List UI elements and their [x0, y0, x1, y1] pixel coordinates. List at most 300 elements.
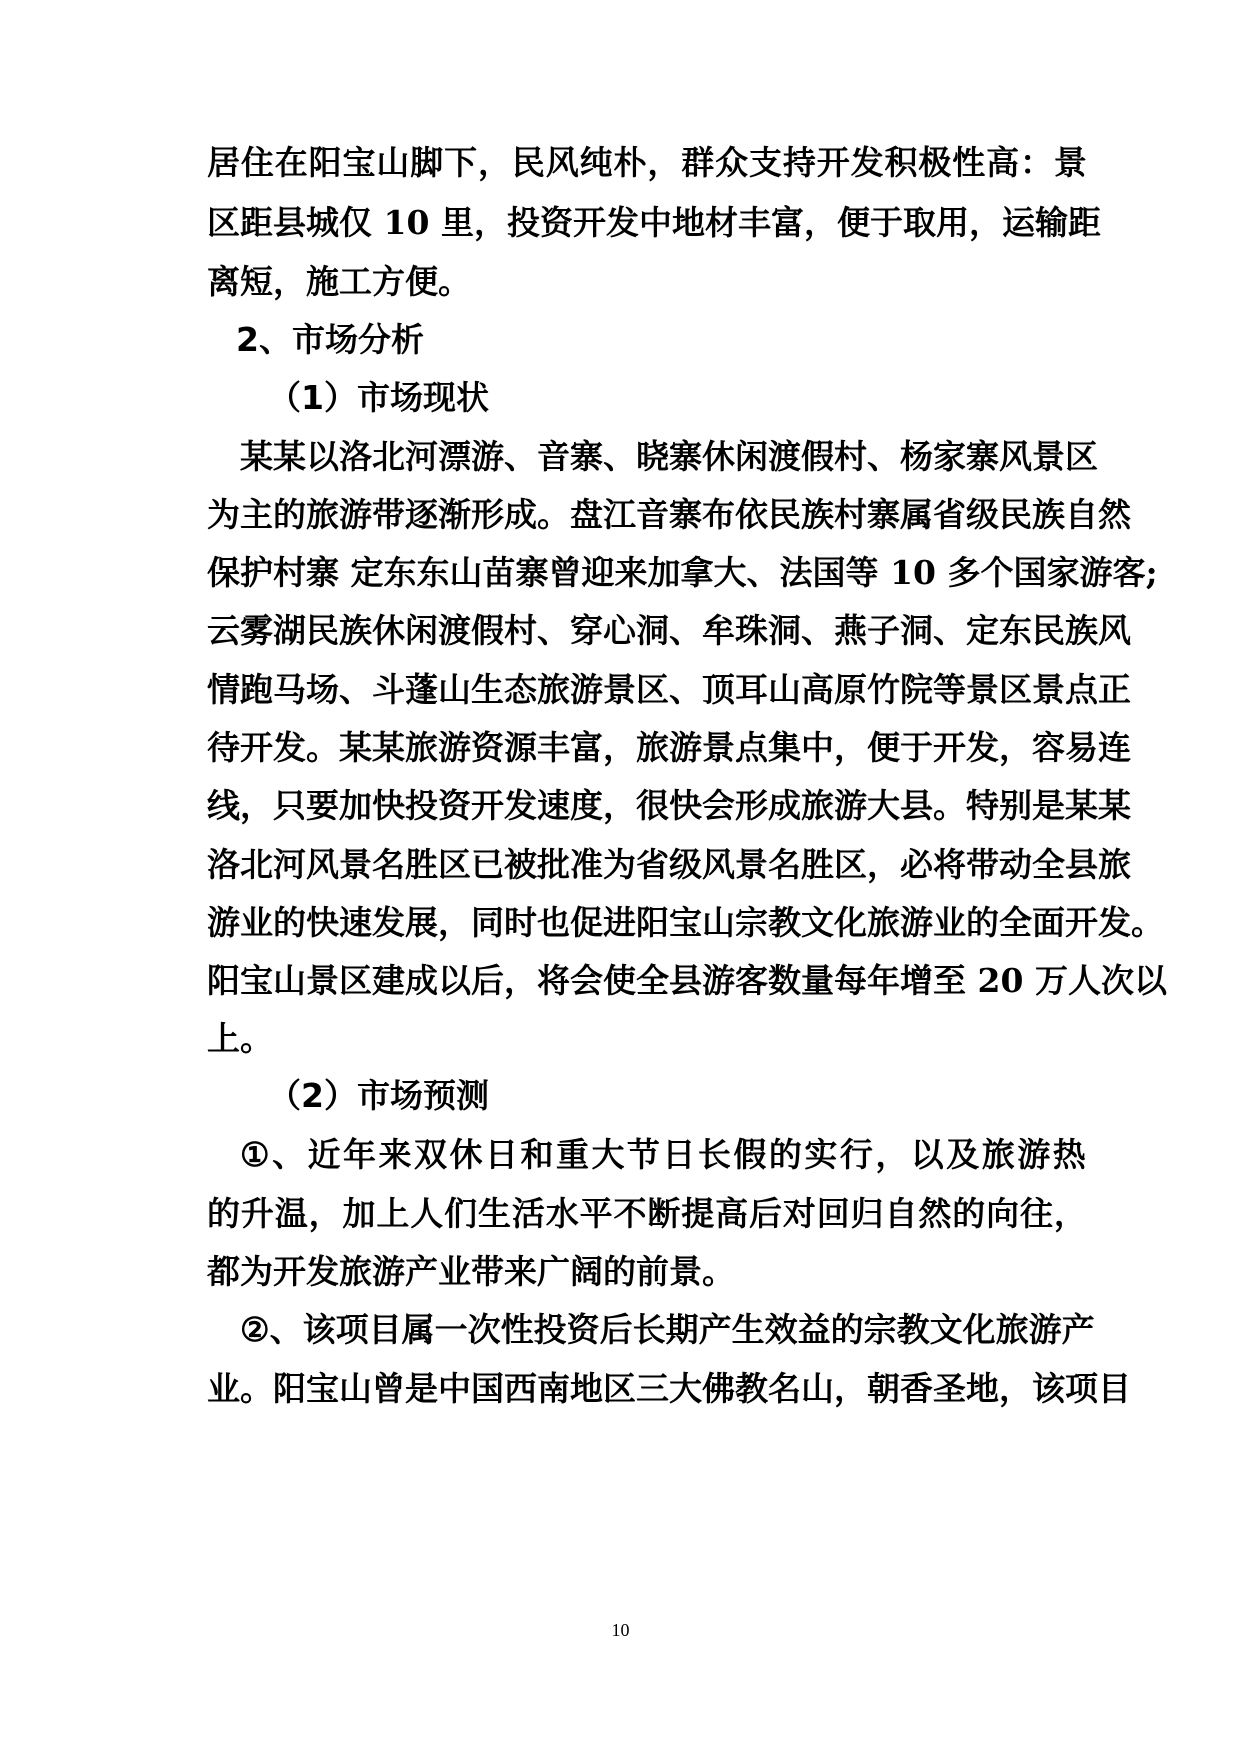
glyph: 竹	[867, 670, 900, 709]
glyph: 湖	[273, 611, 306, 650]
glyph: 成	[768, 786, 801, 825]
glyph: 只	[273, 786, 306, 825]
glyph: 主	[240, 495, 273, 534]
glyph: 子	[867, 611, 900, 650]
glyph: 度	[570, 786, 603, 825]
glyph: 江	[603, 495, 636, 534]
glyph: 渐	[438, 495, 471, 534]
glyph: 行	[839, 1135, 873, 1174]
glyph: 万	[1034, 961, 1068, 1000]
glyph: 资	[438, 786, 471, 825]
glyph: 以	[438, 961, 471, 1000]
glyph: 高	[801, 670, 834, 709]
glyph: 源	[504, 728, 537, 767]
glyph: 然	[918, 1194, 952, 1233]
glyph: 区	[636, 670, 669, 709]
glyph: 长	[632, 1310, 666, 1349]
glyph: 0	[1000, 961, 1024, 1000]
glyph: 洛	[207, 845, 240, 884]
glyph: 迎	[581, 553, 615, 592]
glyph: 护	[240, 553, 273, 592]
glyph: 们	[444, 1194, 478, 1233]
text-line	[0, 786, 1241, 826]
glyph: 将	[933, 845, 966, 884]
glyph: 开	[1065, 903, 1098, 942]
glyph: 耳	[735, 670, 768, 709]
glyph: 游	[834, 786, 867, 825]
glyph: 性	[952, 143, 986, 182]
glyph: 距	[1067, 203, 1101, 242]
glyph: 、	[269, 1310, 303, 1349]
glyph: 民	[1032, 611, 1065, 650]
glyph: 的	[952, 1194, 986, 1233]
glyph: 寨	[669, 437, 702, 476]
glyph: 自	[1065, 495, 1098, 534]
glyph: 县	[273, 203, 306, 242]
glyph: 富	[570, 728, 603, 767]
glyph: 游	[1017, 1135, 1051, 1174]
glyph: 同	[471, 903, 504, 942]
glyph: 西	[504, 1369, 537, 1408]
text-line	[0, 1194, 1241, 1234]
glyph: 增	[900, 961, 933, 1000]
glyph: 阳	[273, 1369, 306, 1408]
glyph: 成	[504, 495, 537, 534]
glyph: 是	[1032, 786, 1065, 825]
glyph: 年	[867, 961, 900, 1000]
glyph: 性	[500, 1310, 534, 1349]
glyph: 0	[406, 203, 430, 242]
glyph: 寨	[966, 437, 999, 476]
glyph: 个	[980, 553, 1014, 592]
glyph: 族	[339, 611, 372, 650]
glyph: 使	[603, 961, 636, 1000]
glyph: 法	[779, 553, 813, 592]
glyph: 蓬	[405, 670, 438, 709]
glyph: ：	[1020, 143, 1053, 182]
glyph: 文	[801, 903, 834, 942]
glyph: 待	[207, 728, 240, 767]
glyph: ，	[473, 203, 507, 242]
glyph: 后	[749, 1194, 782, 1233]
glyph: 高	[715, 1194, 749, 1233]
glyph: ，	[1053, 1194, 1087, 1233]
glyph: 村	[273, 553, 306, 592]
glyph: 名	[768, 845, 801, 884]
glyph: 、	[339, 670, 372, 709]
glyph: 雾	[240, 611, 273, 650]
glyph: 会	[570, 961, 603, 1000]
glyph: 展	[405, 903, 438, 942]
glyph: 多	[947, 553, 981, 592]
glyph: 开	[471, 786, 504, 825]
glyph: 游	[1079, 553, 1113, 592]
glyph: 及	[946, 1135, 980, 1174]
glyph: 一	[434, 1310, 468, 1349]
glyph: 形	[471, 495, 504, 534]
glyph: 加	[342, 1194, 376, 1233]
glyph: 每	[834, 961, 867, 1000]
glyph: ，	[647, 143, 681, 182]
glyph: 斗	[372, 670, 405, 709]
glyph: 进	[603, 903, 636, 942]
glyph: 苗	[482, 553, 516, 592]
glyph: 重	[555, 1135, 589, 1174]
glyph: 易	[1065, 728, 1098, 767]
glyph: 朝	[867, 1369, 900, 1408]
text-line	[0, 611, 1241, 651]
glyph: 河	[405, 437, 438, 476]
glyph: 、	[801, 611, 834, 650]
glyph: 形	[735, 786, 768, 825]
glyph: 群	[681, 143, 715, 182]
glyph: 回	[816, 1194, 850, 1233]
glyph: ，	[308, 1194, 342, 1233]
glyph: 产	[698, 1310, 732, 1349]
glyph: 要	[306, 786, 339, 825]
glyph: 于	[900, 728, 933, 767]
glyph: 旅	[537, 670, 570, 709]
glyph: 将	[537, 961, 570, 1000]
glyph: 名	[372, 845, 405, 884]
glyph: 点	[1065, 670, 1098, 709]
glyph: 宝	[342, 143, 376, 182]
glyph: 盘	[570, 495, 603, 534]
glyph: 晓	[636, 437, 669, 476]
glyph: 级	[669, 845, 702, 884]
glyph: 洛	[339, 437, 372, 476]
glyph: 渡	[438, 611, 471, 650]
glyph: ，	[834, 1369, 867, 1408]
glyph: 很	[636, 786, 669, 825]
text-line	[0, 553, 1241, 593]
glyph: 地	[966, 1369, 999, 1408]
justified-text	[207, 203, 1101, 243]
glyph: 集	[768, 728, 801, 767]
glyph: 时	[504, 903, 537, 942]
glyph: 发	[605, 203, 639, 242]
glyph: 业	[207, 1369, 240, 1408]
glyph: 香	[900, 1369, 933, 1408]
glyph: 原	[834, 670, 867, 709]
glyph: 的	[273, 495, 306, 534]
subsection-heading: （2）市场预测	[268, 1076, 489, 1115]
glyph: 带	[966, 845, 999, 884]
glyph: 不	[613, 1194, 647, 1233]
glyph: 会	[702, 786, 735, 825]
glyph: 。	[1131, 903, 1164, 942]
section-heading: 2、市场分析	[236, 320, 424, 359]
glyph: 省	[636, 845, 669, 884]
glyph: 和	[520, 1135, 554, 1174]
glyph: 开	[572, 203, 606, 242]
glyph: 景	[735, 845, 768, 884]
glyph: 游	[669, 728, 702, 767]
glyph: 等	[845, 553, 879, 592]
glyph: 该	[302, 1310, 336, 1349]
glyph: 宝	[306, 1369, 339, 1408]
glyph: 县	[1065, 845, 1098, 884]
glyph	[879, 553, 891, 593]
glyph: 期	[665, 1310, 699, 1349]
glyph: 以	[910, 1135, 944, 1174]
glyph: 民	[999, 495, 1032, 534]
glyph: 、	[746, 553, 780, 592]
glyph: 宝	[669, 903, 702, 942]
glyph: 次	[1100, 961, 1134, 1000]
glyph: 中	[801, 728, 834, 767]
text-line: 上。	[207, 1019, 273, 1058]
glyph: 后	[599, 1310, 633, 1349]
glyph: 游	[339, 495, 372, 534]
justified-text	[207, 1194, 1087, 1234]
glyph: 用	[935, 203, 969, 242]
glyph: 上	[376, 1194, 410, 1233]
glyph: 胜	[405, 845, 438, 884]
glyph	[429, 203, 441, 243]
glyph: 假	[801, 437, 834, 476]
glyph: 珠	[735, 611, 768, 650]
glyph: 景	[1032, 670, 1065, 709]
glyph: 某	[273, 437, 306, 476]
glyph	[372, 203, 384, 243]
glyph: 情	[207, 670, 240, 709]
glyph: 休	[702, 437, 735, 476]
glyph: 带	[372, 495, 405, 534]
justified-text	[207, 786, 1131, 826]
glyph: 村	[504, 611, 537, 650]
justified-text	[207, 670, 1131, 710]
glyph: 心	[603, 611, 636, 650]
glyph: 漂	[438, 437, 471, 476]
glyph: 寨	[570, 437, 603, 476]
glyph: 0	[912, 553, 936, 592]
glyph: 寨	[515, 553, 549, 592]
glyph: 景	[603, 670, 636, 709]
glyph: 开	[816, 143, 850, 182]
glyph: 文	[929, 1310, 963, 1349]
glyph: 教	[768, 903, 801, 942]
glyph: 断	[647, 1194, 681, 1233]
glyph: 、	[933, 611, 966, 650]
glyph: 提	[681, 1194, 715, 1233]
glyph: 全	[999, 903, 1032, 942]
justified-text	[207, 611, 1131, 651]
glyph: 长	[697, 1135, 731, 1174]
glyph: 至	[933, 961, 966, 1000]
glyph: 取	[902, 203, 936, 242]
glyph: 宗	[863, 1310, 897, 1349]
glyph: 阳	[207, 961, 240, 1000]
glyph: 支	[749, 143, 782, 182]
glyph: 成	[405, 961, 438, 1000]
glyph: 区	[834, 845, 867, 884]
glyph: 被	[504, 845, 537, 884]
glyph: 的	[966, 903, 999, 942]
glyph: 批	[537, 845, 570, 884]
glyph: 大	[591, 1135, 625, 1174]
glyph: 往	[1020, 1194, 1053, 1233]
page-number: 10	[611, 1620, 630, 1640]
glyph: 景	[702, 728, 735, 767]
glyph: 持	[782, 143, 816, 182]
glyph: 发	[273, 728, 306, 767]
text-line: 都为开发旅游产业带来广阔的前景。	[207, 1252, 735, 1291]
glyph: 等	[933, 670, 966, 709]
glyph: 产	[1061, 1310, 1095, 1349]
glyph: 山	[438, 670, 471, 709]
glyph: 布	[702, 495, 735, 534]
glyph: 促	[570, 903, 603, 942]
glyph: ，	[834, 728, 867, 767]
glyph: 国	[1013, 553, 1047, 592]
glyph: 东	[999, 611, 1032, 650]
glyph: 山	[702, 903, 735, 942]
glyph: 民	[306, 611, 339, 650]
glyph: 、	[504, 437, 537, 476]
glyph: 的	[207, 1194, 240, 1233]
glyph: 旅	[306, 495, 339, 534]
glyph: 游	[570, 670, 603, 709]
glyph: 宗	[735, 903, 768, 942]
glyph: 点	[735, 728, 768, 767]
glyph: 业	[240, 903, 273, 942]
glyph: 院	[900, 670, 933, 709]
glyph: 距	[240, 203, 273, 242]
glyph: 风	[702, 845, 735, 884]
glyph: ②	[240, 1310, 270, 1349]
glyph: 2	[977, 961, 1001, 1000]
glyph: ，	[240, 786, 273, 825]
glyph: 实	[804, 1135, 838, 1174]
glyph: 的	[273, 903, 306, 942]
glyph: 纯	[579, 143, 613, 182]
glyph: 某	[1065, 786, 1098, 825]
glyph: 加	[647, 553, 681, 592]
glyph: 投	[405, 786, 438, 825]
glyph: 建	[372, 961, 405, 1000]
glyph: 村	[834, 495, 867, 534]
glyph: ，	[504, 961, 537, 1000]
glyph: 速	[537, 786, 570, 825]
glyph: 效	[764, 1310, 798, 1349]
glyph: 区	[603, 1369, 636, 1408]
glyph: 山	[273, 961, 306, 1000]
glyph: 村	[834, 437, 867, 476]
glyph: 、	[867, 437, 900, 476]
text-line	[0, 1369, 1241, 1409]
glyph: 特	[966, 786, 999, 825]
text-line	[0, 903, 1241, 943]
glyph: 东	[416, 553, 450, 592]
glyph: 资	[539, 203, 573, 242]
glyph: 众	[715, 143, 749, 182]
text-line	[0, 495, 1241, 535]
glyph: 游	[207, 903, 240, 942]
glyph: 北	[372, 437, 405, 476]
glyph: 南	[537, 1369, 570, 1408]
glyph: 水	[545, 1194, 579, 1233]
glyph: 温	[274, 1194, 308, 1233]
glyph: 跑	[240, 670, 273, 709]
glyph: 族	[1065, 611, 1098, 650]
glyph: 闲	[735, 437, 768, 476]
glyph: 、	[272, 1135, 306, 1174]
glyph: 客	[1112, 553, 1146, 592]
text-line	[0, 845, 1241, 885]
glyph: 游	[702, 961, 735, 1000]
glyph: 中	[438, 1369, 471, 1408]
glyph: 民	[768, 495, 801, 534]
glyph: 热	[1052, 1135, 1086, 1174]
glyph: 数	[768, 961, 801, 1000]
glyph: 节	[626, 1135, 660, 1174]
glyph: 后	[471, 961, 504, 1000]
glyph: 胜	[801, 845, 834, 884]
justified-text	[240, 1310, 1095, 1350]
glyph: 洞	[900, 611, 933, 650]
glyph: 大	[867, 786, 900, 825]
glyph	[1023, 961, 1035, 1001]
glyph: 旅	[1098, 845, 1131, 884]
glyph: 教	[896, 1310, 930, 1349]
glyph: ;	[1145, 553, 1158, 592]
glyph	[966, 961, 978, 1001]
subsection-heading: （1）市场现状	[268, 378, 489, 417]
justified-text	[207, 728, 1131, 768]
glyph: 旅	[636, 728, 669, 767]
glyph: ①	[240, 1135, 270, 1174]
glyph: 发	[1098, 903, 1131, 942]
glyph: 开	[933, 728, 966, 767]
glyph: 国	[812, 553, 846, 592]
glyph: ，	[875, 1135, 909, 1174]
glyph: 寨	[306, 553, 339, 592]
glyph: 、	[537, 611, 570, 650]
glyph: 自	[884, 1194, 918, 1233]
glyph: 某	[372, 728, 405, 767]
glyph: 升	[240, 1194, 274, 1233]
glyph: 加	[339, 786, 372, 825]
glyph: 民	[511, 143, 545, 182]
glyph: ，	[603, 728, 636, 767]
text-line	[0, 961, 1241, 1001]
glyph: 景	[306, 961, 339, 1000]
glyph: 在	[274, 143, 308, 182]
glyph: 1	[890, 553, 913, 592]
glyph: 休	[372, 611, 405, 650]
glyph: 东	[383, 553, 417, 592]
glyph: 资	[566, 1310, 600, 1349]
glyph: 态	[504, 670, 537, 709]
glyph: 目	[368, 1310, 402, 1349]
glyph: 景	[339, 845, 372, 884]
glyph: 于	[869, 203, 903, 242]
glyph: 量	[801, 961, 834, 1000]
glyph: 输	[1034, 203, 1068, 242]
glyph: 下	[444, 143, 478, 182]
glyph: 投	[533, 1310, 567, 1349]
glyph: 、	[603, 437, 636, 476]
text-line	[0, 437, 1241, 477]
glyph: 投	[506, 203, 540, 242]
glyph: 洞	[768, 611, 801, 650]
glyph: 顶	[702, 670, 735, 709]
glyph: 年	[343, 1135, 377, 1174]
glyph: 洞	[636, 611, 669, 650]
glyph: 发	[372, 903, 405, 942]
text-line	[0, 728, 1241, 768]
